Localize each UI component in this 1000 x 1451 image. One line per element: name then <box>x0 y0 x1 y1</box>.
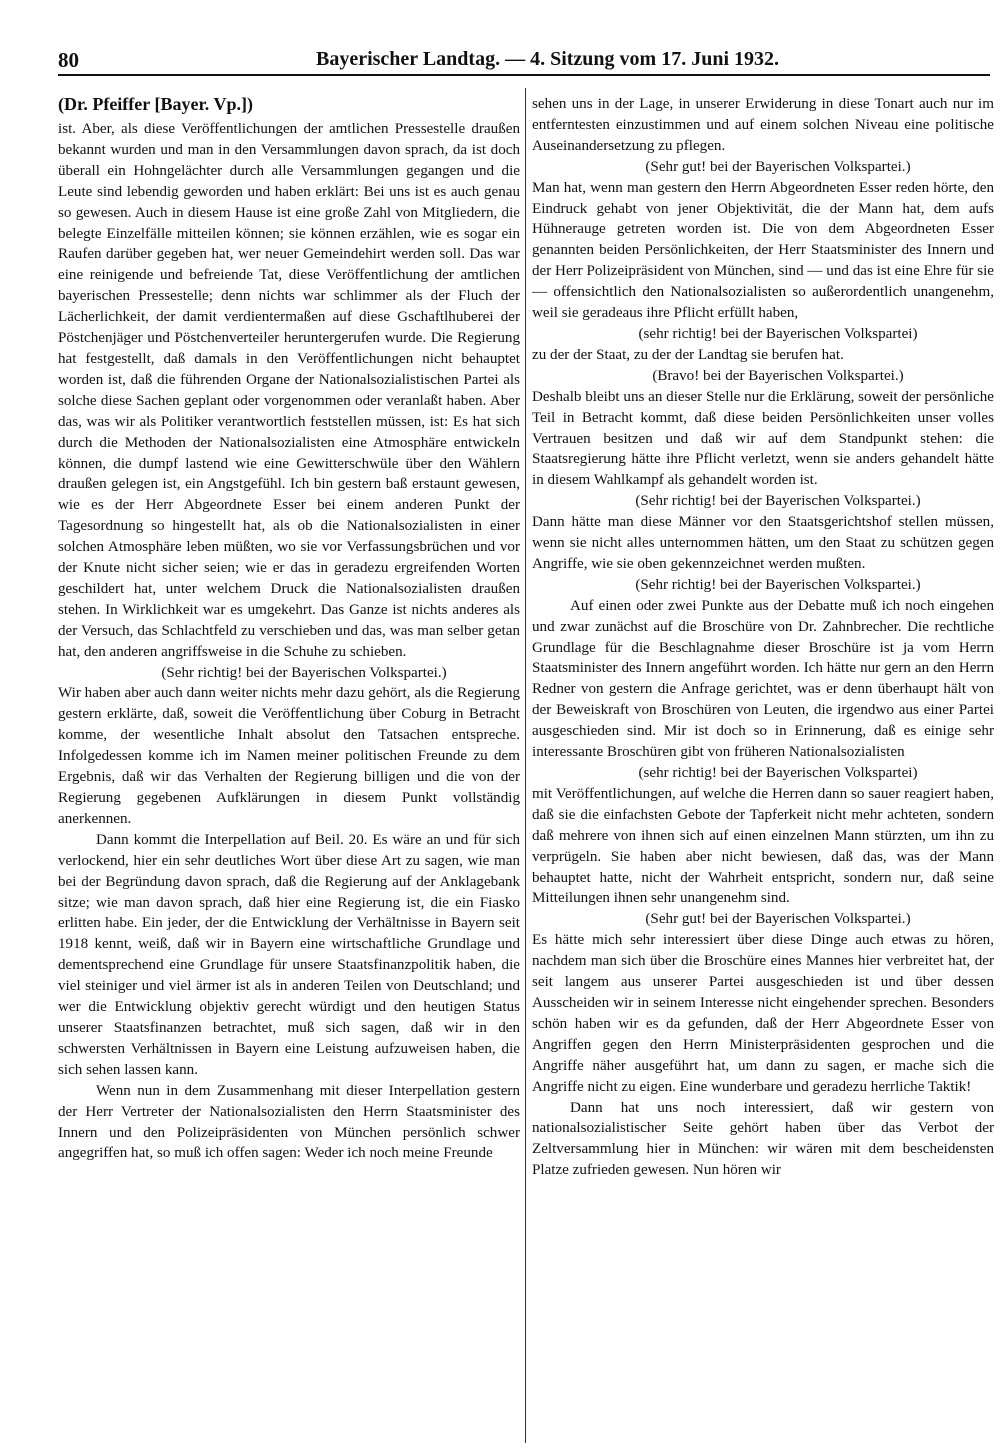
paragraph: Man hat, wenn man gestern den Herrn Abgeordneten Esser reden hörte, den Eindruck gehabt von jener Objektivität, die der Mann hat, dem aufs Hühnerauge getreten worden ist. Die von dem Abgeordneten Esser genannten beiden Persönlichkeiten, der Herr Staatsminister des Innern und der Herr Polizeipräsident von München, sind — und das ist eine Ehre für sie — offensichtlich den Nationalsozialisten so außerordentlich unangenehm, weil sie geradeaus ihre Pflicht erfüllt haben, <box>532 179 994 322</box>
interjection: (Sehr gut! bei der Bayerischen Volkspartei.) <box>645 158 911 175</box>
paragraph: Dann hätte man diese Männer vor den Staatsgerichtshof stellen müssen, wenn sie nicht alles unternommen hätten, um den Staat zu schützen gegen Angriffe, wie sie oben gekennzeichnet werden mußten. <box>532 514 994 572</box>
paragraph: Dann hat uns noch interessiert, daß wir gestern von nationalsozialistischer Seite gehört haben über das Verbot der Zeltversammlung hier in München: wir wären mit dem bescheidensten Platze zufrieden gewesen. Nun hören wir <box>532 1099 994 1179</box>
paragraph: Deshalb bleibt uns an dieser Stelle nur die Erklärung, soweit der persönliche Teil in Betracht kommt, daß diese beiden Persönlichkeiten unser volles Vertrauen besitzen und daß wir auf dem Standpunkt stehen: die Staatsregierung hätte ihre Pflicht verletzt, wenn sie anders gehandelt hätte in diesem Wahlkampf als gehandelt worden ist. <box>532 388 994 489</box>
interjection: (Sehr richtig! bei der Bayerischen Volkspartei.) <box>635 493 921 510</box>
paragraph: Wenn nun in dem Zusammenhang mit dieser Interpellation gestern der Herr Vertreter der Nationalsozialisten den Herrn Staatsminister des Innern und den Polizeipräsidenten von München persönlich schwer angegriffen hat, so muß ich offen sagen: Weder ich noch meine Freunde <box>58 1082 520 1162</box>
paragraph: Wir haben aber auch dann weiter nichts mehr dazu gehört, als die Regierung gestern erklärte, daß, soweit die Veröffentlichung über Coburg in Betracht komme, der wesentliche Inhalt absolut den Tatsachen entspreche. Infolgedessen komme ich im Namen meiner politischen Freunde zu dem Ergebnis, daß wir das Verhalten der Regierung billigen und die von der Regierung gegebenen Aufklärungen in diesem Punkt vollständig anerkennen. <box>58 685 520 827</box>
interjection: (Bravo! bei der Bayerischen Volkspartei.) <box>652 367 904 384</box>
interjection: (Sehr gut! bei der Bayerischen Volkspartei.) <box>645 911 911 928</box>
running-head: Bayerischer Landtag. — 4. Sitzung vom 17. Juni 1932. <box>316 48 779 70</box>
paragraph: Es hätte mich sehr interessiert über diese Dinge auch etwas zu hören, nachdem man sich über die Broschüre eines Mannes hier verbreitet hat, der seit langem aus unserer Partei ausgeschieden ist und über dessen Ausscheiden wir in seinem Interesse nicht eingehender sprechen. Besonders schön haben wir es da gefunden, daß der Herr Abgeordnete Esser von Angriffen gegen den Herrn Ministerpräsidenten gesprochen und die Angriffe näher ausgeführt hat, um dann zu sagen, er mache sich die Angriffe nicht zu eigen. Eine wunderbare und geradezu herrliche Taktik! <box>532 932 994 1095</box>
right-column <box>532 94 994 1446</box>
paragraph: mit Veröffentlichungen, auf welche die Herren dann so sauer reagiert haben, daß sie die einfachsten Gebote der Tapferkeit nicht mehr achteten, sondern daß mehrere von ihnen sich auf einen einzelnen Mann stürzten, um ihn zu verprügeln. Sie haben aber nicht bewiesen, daß das, was der Mann behauptet hatte, nicht der Wahrheit entspricht, sondern nur, daß seine Mitteilungen ihnen sehr unangenehm sind. <box>532 785 994 907</box>
left-column <box>58 92 520 1444</box>
speaker-heading: (Dr. Pfeiffer [Bayer. Vp.]) <box>58 94 253 114</box>
paragraph: sehen uns in der Lage, in unserer Erwiderung in diese Tonart auch nur im entferntesten einzustimmen und auf einem solchen Niveau eine politische Auseinandersetzung zu pflegen. <box>532 96 994 154</box>
paragraph: Dann kommt die Interpellation auf Beil. 20. Es wäre an und für sich verlockend, hier ein sehr deutliches Wort über diese Art zu sagen, wie man bei der Begründung davon sprach, daß die Regierung auf der Anklagebank sitze; wie man davon sprach, daß hier eine Regierung ist, die ein Fiasko erlitten habe. Ein jeder, der die Entwicklung der Verhältnisse in Bayern seit 1918 kennt, weiß, daß wir in Bayern eine wirtschaftliche Grundlage und dementsprechend eine Grundlage für unsere Staatsfinanzpolitik haben, die viel steiniger und viel ärmer ist als in anderen Teilen von Deutschland; und wer die Entwicklung objektiv gerecht würdigt und den heutigen Status unserer Staatsfinanzen betrachtet, muß sich sagen, daß wir in den schwersten Verhältnissen in Bayern eine Leistung aufzuweisen haben, die sich sehen lassen kann. <box>58 831 520 1078</box>
column-divider <box>525 88 526 1443</box>
interjection: (sehr richtig! bei der Bayerischen Volkspartei) <box>638 325 918 342</box>
paragraph: zu der der Staat, zu der der Landtag sie berufen hat. <box>532 346 844 363</box>
interjection: (sehr richtig! bei der Bayerischen Volkspartei) <box>638 765 918 781</box>
interjection: (Sehr richtig! bei der Bayerischen Volkspartei.) <box>161 664 447 681</box>
paragraph: ist. Aber, als diese Veröffentlichungen der amtlichen Pressestelle draußen bekannt wurden und man in den Versammlungen davon sprach, da ist doch überall ein Hohngelächter durch alle Versammlungen gegangen und die Leute sind lebendig geworden und haben erklärt: Bei uns ist es auch genau so gewesen. Auch in diesem Hause ist eine große Zahl von Mitgliedern, die belegte Einzelfälle mitteilen können; sie können erzählen, wie es sogar ein Raufen darüber gegeben hat, wer neuer Gemeindehirt werden soll. Das war eine reinigende und befreiende Tat, diese Veröffentlichung der amtlichen bayerischen Pressestelle; denn nichts war schlimmer als der Fluch der Lächerlichkeit, der damit verdientermaßen auf diese Gschaftlhuberei der Pöstchenjäger und Pöstchenverteiler heruntergerufen wurde. Die Regierung hat festgestellt, daß damals in den Veröffentlichungen nicht behauptet worden ist, daß die führenden Organe der Nationalsozialistischen Partei als solche diese Sachen geplant oder vorgenommen oder veranlaßt haben. Aber das, was wir als Politiker verantwortlich feststellen müssen, ist: Es hat sich durch die Methoden der Nationalsozialisten eine Atmosphäre entwickeln können, die dumpf lastend wie eine Gewitterschwüle über den Wählern draußen gelegen ist, ein Angstgefühl. Ich bin gestern baß erstaunt gewesen, wie es der Herr Abgeordnete Esser bei einem anderen Punkt der Tagesordnung so hingestellt hat, als ob die Nationalsozialisten in einer solchen Atmosphäre leben müßten, wo sie vor Verfassungsbrüchen und vor der Knute nicht sicher seien; wie er das in geradezu ergreifenden Worten geschildert hat, unter welchem Druck die Nationalsozialisten draußen stehen. In Wirklichkeit war es umgekehrt. Das Ganze ist nichts anderes als der Versuch, das Schlachtfeld zu verschieben und das, was man selber getan hat, den anderen angriffsweise in die Schuhe zu schieben. <box>58 121 520 660</box>
interjection: (Sehr richtig! bei der Bayerischen Volkspartei.) <box>635 576 921 593</box>
paragraph: Auf einen oder zwei Punkte aus der Debatte muß ich noch eingehen und zwar zunächst auf die Broschüre von Dr. Zahnbrecher. Die rechtliche Grundlage für die Beschlagnahme dieser Broschüre ist ja vom Herrn Staatsminister des Innern angeführt worden. Ich hätte nur gern an den Herrn Redner von gestern die Anfrage gerichtet, was er denn überhaupt hält von der Beweiskraft von Broschüren von Leuten, die irgendwo aus einer Partei ausgeschieden sind. Mir ist doch so in Erinnerung, daß es einige sehr interessante Broschüren gibt von früheren Nationalsozialisten <box>532 597 994 761</box>
header-rule <box>58 74 990 76</box>
page-number: 80 <box>58 48 79 72</box>
page-header <box>58 40 990 74</box>
